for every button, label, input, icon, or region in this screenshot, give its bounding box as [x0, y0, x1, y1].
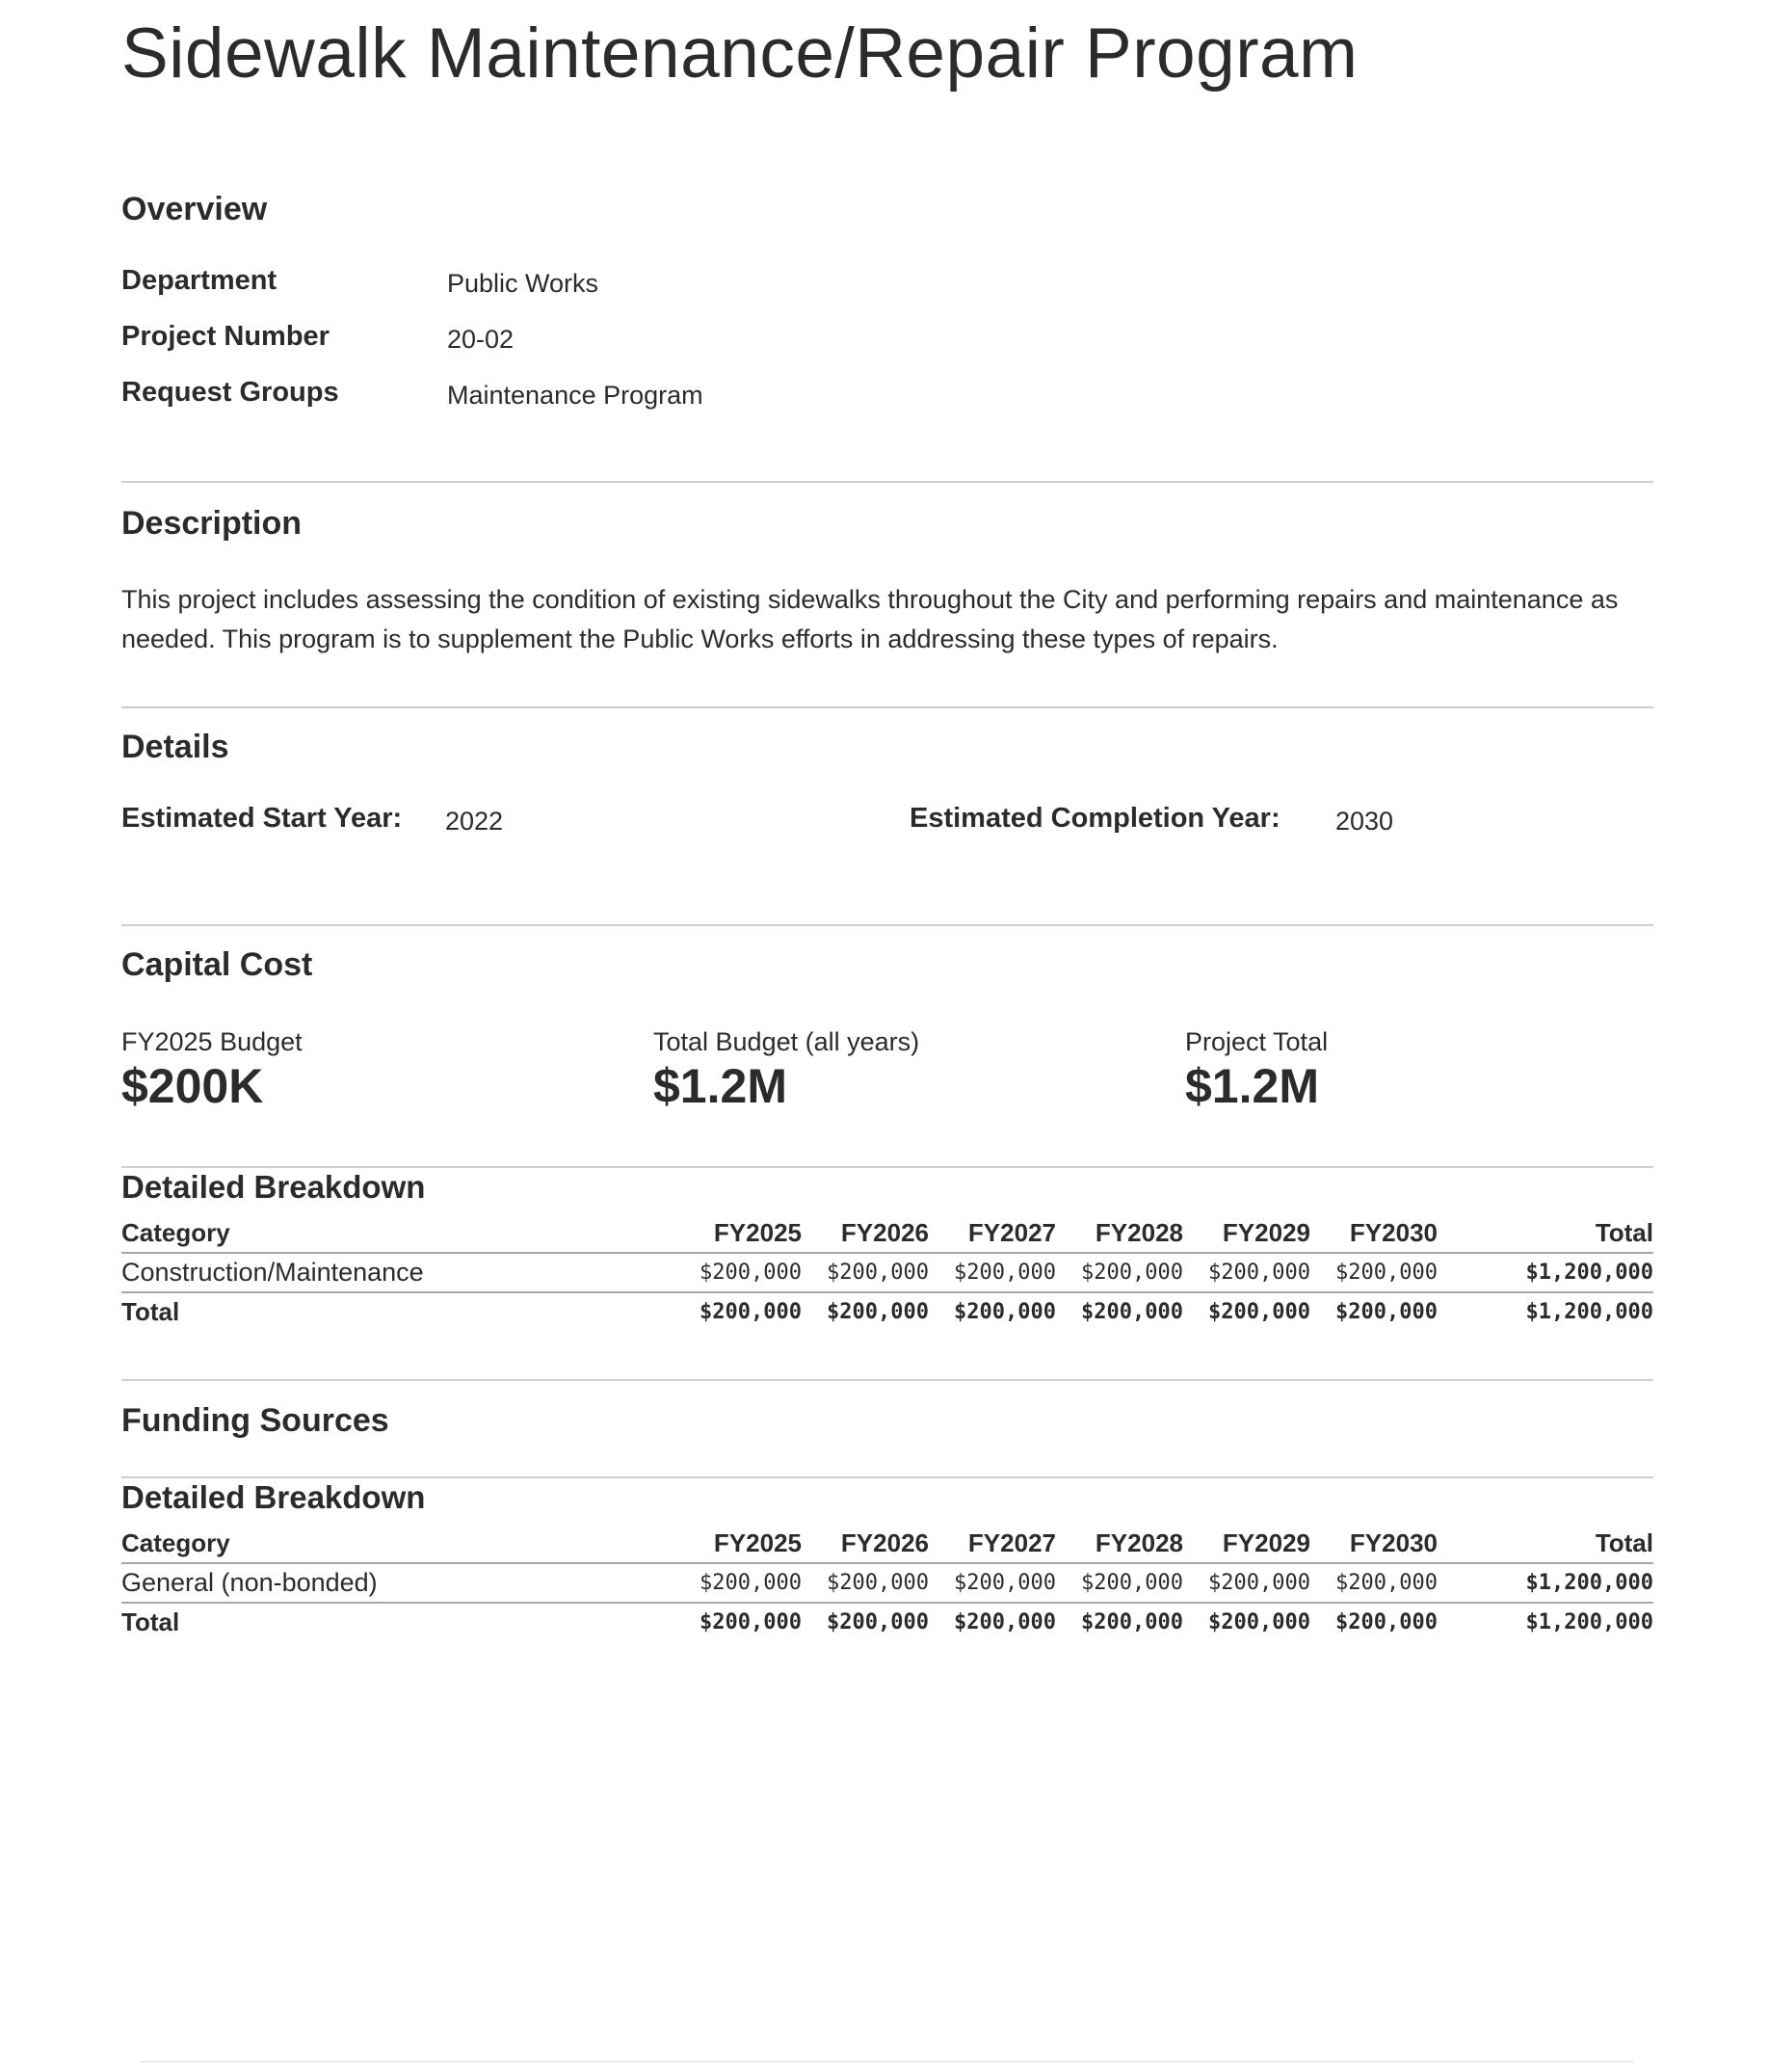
- column-header: Category: [121, 1214, 674, 1253]
- table-header-row: [121, 1214, 1653, 1253]
- total-cell: $200,000: [954, 1300, 1056, 1324]
- department-value: Public Works: [447, 269, 599, 298]
- grand-total-cell: $1,200,000: [1525, 1610, 1653, 1634]
- table-row: [121, 1253, 1653, 1292]
- column-header: FY2025: [674, 1214, 802, 1253]
- grand-total-cell: $1,200,000: [1525, 1300, 1653, 1324]
- capital-cost-heading: Capital Cost: [121, 946, 313, 983]
- value-cell: $200,000: [929, 1563, 1056, 1603]
- total-cell: $200,000: [827, 1610, 929, 1634]
- column-header: FY2029: [1183, 1525, 1310, 1563]
- project-total-value: $1.2M: [1185, 1059, 1319, 1113]
- section-divider: [121, 1476, 1653, 1478]
- description-text: This project includes assessing the condition of existing sidewalks throughout the City and performing repairs and maintenance as needed. This program is to supplement the Public Works efforts in addressing these types of repairs.: [121, 585, 1619, 653]
- page-title: Sidewalk Maintenance/Repair Program: [121, 14, 1359, 93]
- value-cell: $200,000: [1183, 1253, 1310, 1292]
- capital-breakdown-table: [121, 1214, 1653, 1331]
- section-divider: [121, 481, 1653, 483]
- total-cell: $200,000: [1208, 1610, 1310, 1634]
- column-header: FY2025: [674, 1525, 802, 1563]
- request-groups-label: Request Groups: [121, 377, 339, 408]
- start-year-label: Estimated Start Year:: [121, 803, 403, 834]
- column-header: FY2028: [1056, 1525, 1183, 1563]
- total-cell: $200,000: [1081, 1610, 1183, 1634]
- column-header: Category: [121, 1525, 674, 1563]
- column-header: FY2026: [802, 1525, 929, 1563]
- funding-breakdown-heading: Detailed Breakdown: [121, 1479, 426, 1515]
- total-cell: $200,000: [700, 1610, 802, 1634]
- value-cell: $200,000: [1310, 1253, 1438, 1292]
- department-label: Department: [121, 265, 277, 296]
- total-label-cell: Total: [121, 1297, 180, 1326]
- column-header: FY2026: [802, 1214, 929, 1253]
- column-header: FY2030: [1310, 1214, 1438, 1253]
- total-cell: $200,000: [700, 1300, 802, 1324]
- row-total-cell: $1,200,000: [1438, 1563, 1653, 1603]
- project-number-label: Project Number: [121, 321, 330, 352]
- total-budget-value: $1.2M: [653, 1059, 787, 1113]
- column-header: Total: [1438, 1525, 1653, 1563]
- funding-sources-heading: Funding Sources: [121, 1402, 389, 1439]
- details-heading: Details: [121, 729, 229, 765]
- column-header: FY2027: [929, 1525, 1056, 1563]
- column-header: FY2029: [1183, 1214, 1310, 1253]
- request-groups-value: Maintenance Program: [447, 381, 703, 410]
- column-header: FY2030: [1310, 1525, 1438, 1563]
- funding-breakdown-table: [121, 1525, 1653, 1641]
- column-header: FY2028: [1056, 1214, 1183, 1253]
- total-budget-label: Total Budget (all years): [653, 1027, 920, 1056]
- total-cell: $200,000: [1335, 1610, 1438, 1634]
- total-cell: $200,000: [1335, 1300, 1438, 1324]
- category-cell: General (non-bonded): [121, 1563, 674, 1603]
- value-cell: $200,000: [1183, 1563, 1310, 1603]
- fy2025-budget-value: $200K: [121, 1059, 264, 1113]
- value-cell: $200,000: [1056, 1253, 1183, 1292]
- total-cell: $200,000: [954, 1610, 1056, 1634]
- section-divider: [121, 706, 1653, 708]
- category-cell: Construction/Maintenance: [121, 1253, 674, 1292]
- total-cell: $200,000: [827, 1300, 929, 1324]
- value-cell: $200,000: [929, 1253, 1056, 1292]
- table-total-row: [121, 1292, 1653, 1331]
- footer-divider: [141, 2061, 1634, 2062]
- value-cell: $200,000: [1310, 1563, 1438, 1603]
- column-header: FY2027: [929, 1214, 1056, 1253]
- section-divider: [121, 924, 1653, 926]
- description-heading: Description: [121, 505, 303, 542]
- start-year-value: 2022: [445, 807, 504, 836]
- section-divider: [121, 1166, 1653, 1168]
- project-number-value: 20-02: [447, 325, 515, 354]
- total-label-cell: Total: [121, 1607, 180, 1636]
- table-total-row: [121, 1603, 1653, 1641]
- value-cell: $200,000: [802, 1563, 929, 1603]
- column-header: Total: [1438, 1214, 1653, 1253]
- row-total-cell: $1,200,000: [1438, 1253, 1653, 1292]
- value-cell: $200,000: [674, 1253, 802, 1292]
- table-row: [121, 1563, 1653, 1603]
- overview-heading: Overview: [121, 191, 268, 227]
- project-total-label: Project Total: [1185, 1027, 1329, 1056]
- fy2025-budget-label: FY2025 Budget: [121, 1027, 303, 1056]
- capital-breakdown-heading: Detailed Breakdown: [121, 1169, 426, 1205]
- table-header-row: [121, 1525, 1653, 1563]
- value-cell: $200,000: [674, 1563, 802, 1603]
- completion-year-value: 2030: [1335, 807, 1394, 836]
- completion-year-label: Estimated Completion Year:: [910, 803, 1281, 834]
- total-cell: $200,000: [1208, 1300, 1310, 1324]
- value-cell: $200,000: [802, 1253, 929, 1292]
- value-cell: $200,000: [1056, 1563, 1183, 1603]
- section-divider: [121, 1379, 1653, 1381]
- total-cell: $200,000: [1081, 1300, 1183, 1324]
